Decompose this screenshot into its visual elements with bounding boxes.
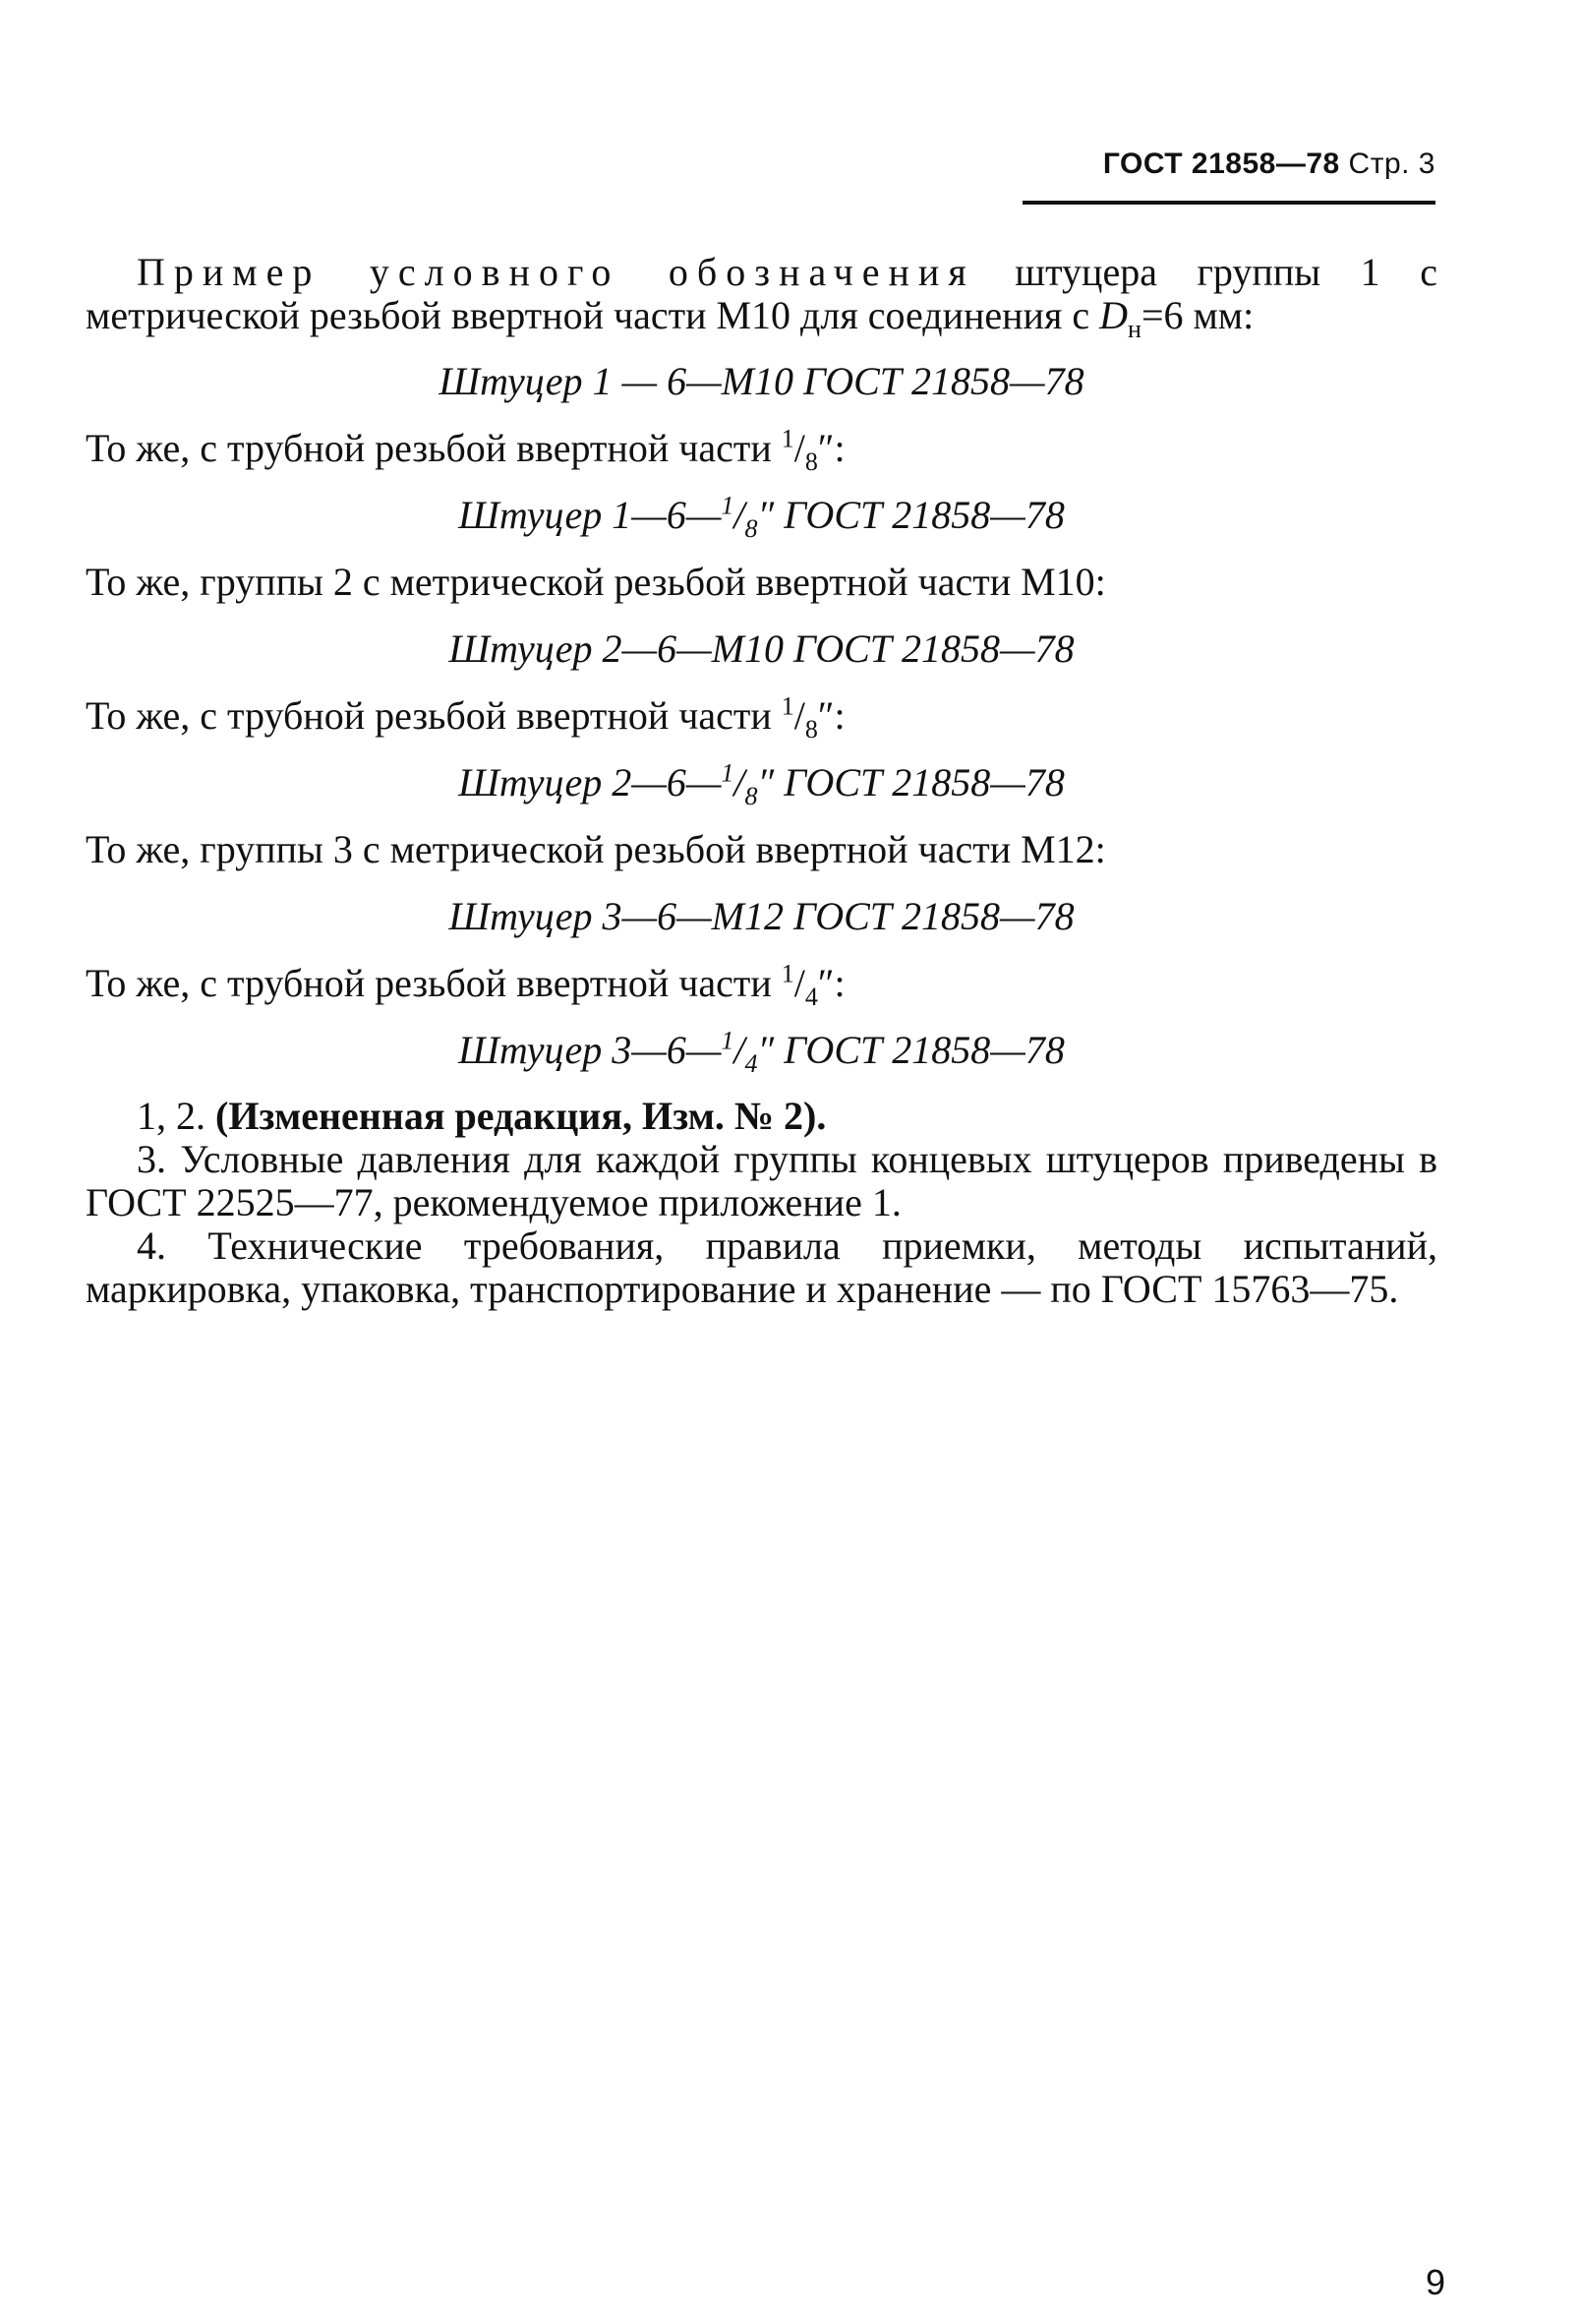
designation-2-denominator: 8 (744, 514, 758, 543)
designation-4-denominator: 8 (744, 782, 758, 810)
intro-2: То же, с трубной резьбой ввертной части $^1/_8''$: (86, 424, 846, 476)
intro-3: То же, группы 2 с метрической резьбой ввертной части М10: (86, 560, 1106, 604)
running-header (1023, 148, 1435, 181)
note-3: 3. Условные давления для каждой группы концевых штуцеров приведены в ГОСТ 22525—77, рекомендуемое приложение 1. (86, 1137, 1437, 1224)
designation-4: Штуцер $2—6—^1/_8''$ ГОСТ 21858—78 (458, 758, 1065, 810)
intro-4-numerator: 1 (781, 691, 794, 721)
designation-1: Штуцер 1 — 6—М10 ГОСТ 21858—78 (439, 359, 1084, 403)
intro-6-text: То же, с трубной резьбой ввертной части (86, 961, 782, 1005)
d-value: =6 мм: (1141, 293, 1255, 337)
header-rule (1023, 201, 1435, 205)
d-subscript: н (1128, 315, 1141, 343)
intro-6: То же, с трубной резьбой ввертной части $^1/_4''$: (86, 959, 846, 1011)
intro-4-denominator: 8 (804, 715, 818, 744)
intro-4-text: То же, с трубной резьбой ввертной части (86, 693, 782, 738)
designation-4-text: Штуцер 2—6— (458, 760, 722, 804)
intro-2-text: То же, с трубной резьбой ввертной части (86, 426, 782, 470)
intro-6-numerator: 1 (781, 959, 794, 988)
note-4: 4. Технические требования, правила приемки, методы испытаний, маркировка, упаковка, транспортирование и хранение — по ГОСТ 15763—75. (86, 1223, 1437, 1311)
amendment-prefix: 1, 2. (137, 1094, 215, 1138)
notes-section (86, 1095, 1437, 1311)
intro-6-suffix: ″: (817, 961, 846, 1005)
intro-2-numerator: 1 (781, 424, 794, 453)
intro-2-denominator: 8 (804, 447, 818, 476)
d-symbol: D (1099, 293, 1129, 337)
amendment-note (86, 1095, 1437, 1138)
designation-6: Штуцер $3—6—^1/_4''$ ГОСТ 21858—78 (458, 1026, 1065, 1078)
page-number: 9 (1425, 2262, 1445, 2302)
designation-6-text: Штуцер 3—6— (458, 1028, 722, 1072)
example-paragraph (86, 250, 1437, 343)
designation-4-suffix: ″ ГОСТ 21858—78 (757, 760, 1065, 804)
intro-4-suffix: ″: (817, 693, 846, 738)
document-body (86, 251, 1437, 1311)
designation-4-numerator: 1 (721, 758, 734, 788)
designation-6-numerator: 1 (721, 1026, 734, 1055)
designation-2-text: Штуцер 1—6— (458, 493, 722, 537)
designation-2-numerator: 1 (721, 491, 734, 520)
designation-5: Штуцер 3—6—М12 ГОСТ 21858—78 (448, 894, 1075, 938)
intro-4: То же, с трубной резьбой ввертной части $^1/_8''$: (86, 691, 846, 744)
designation-2: Штуцер $1—6—^1/_8''$ ГОСТ 21858—78 (458, 491, 1065, 543)
designation-6-suffix: ″ ГОСТ 21858—78 (757, 1028, 1065, 1072)
header-page-label: Стр. 3 (1348, 148, 1435, 180)
intro-5: То же, группы 3 с метрической резьбой ввертной части М12: (86, 827, 1106, 871)
amendment-text: (Измененная редакция, Изм. № 2). (215, 1094, 827, 1138)
intro-2-suffix: ″: (817, 426, 846, 470)
header-doc-number: ГОСТ 21858—78 (1102, 148, 1340, 180)
designation-6-denominator: 4 (744, 1049, 758, 1078)
example-lead-rest: штуцера группы 1 с метрической резьбой ввертной части М10 для соединения с (86, 250, 1437, 337)
intro-6-denominator: 4 (804, 983, 818, 1011)
example-lead-spaced: Пример условного обозначения (137, 250, 975, 294)
designation-2-suffix: ″ ГОСТ 21858—78 (757, 493, 1065, 537)
designation-3: Штуцер 2—6—М10 ГОСТ 21858—78 (448, 626, 1075, 671)
